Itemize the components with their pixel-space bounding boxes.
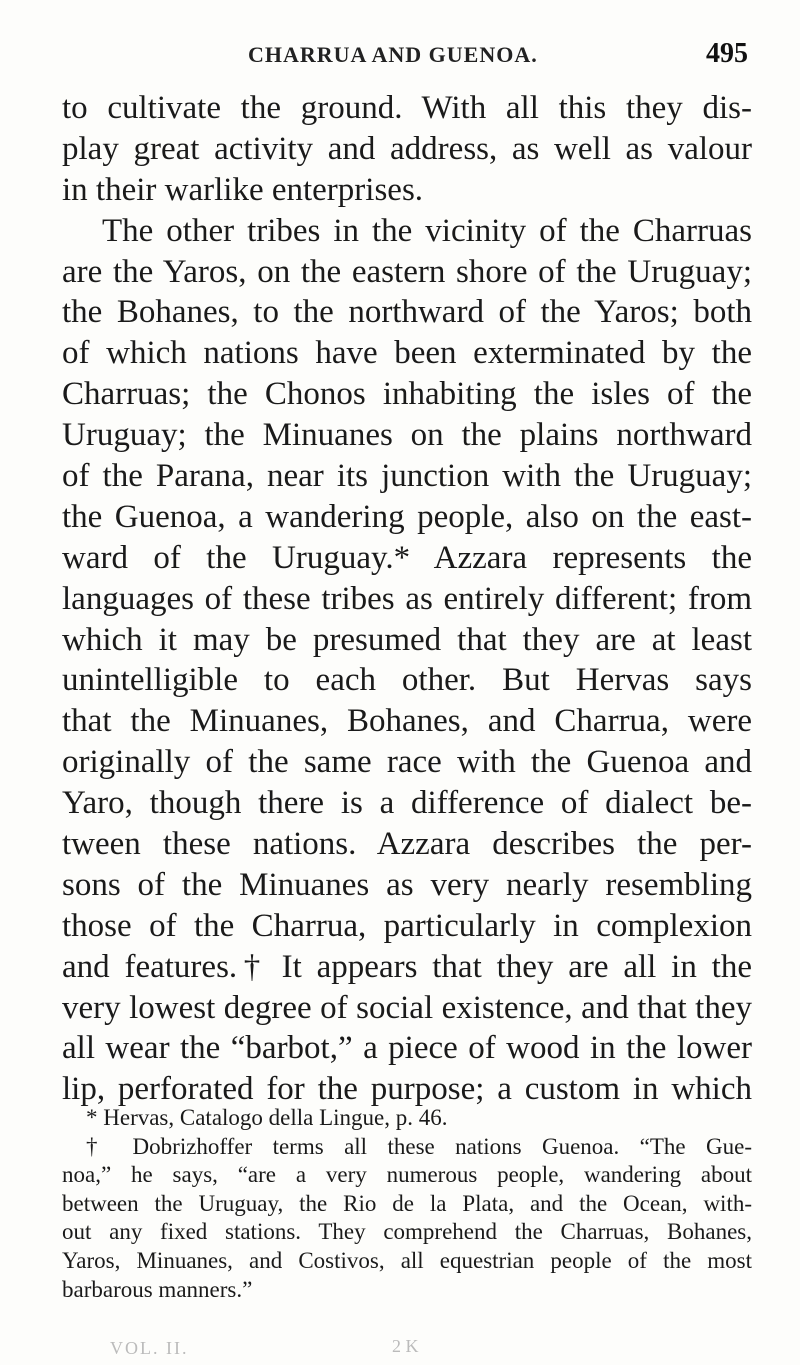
running-head: CHARRUA AND GUENOA. bbox=[248, 42, 538, 67]
body-line: that the Minuanes, Bohanes, and Charrua, were bbox=[62, 703, 752, 740]
footnote-line: Yaros, Minuanes, and Costivos, all equestrian people of the most bbox=[62, 1247, 752, 1273]
body-line: of which nations have been exterminated by the bbox=[62, 335, 752, 372]
body-line: are the Yaros, on the eastern shore of the Uruguay; bbox=[62, 253, 752, 290]
footnote-line: out any fixed stations. They comprehend the Charruas, Bohanes, bbox=[62, 1219, 752, 1245]
footnotes bbox=[62, 1104, 752, 1304]
body-line: to cultivate the ground. With all this they dis- bbox=[62, 90, 752, 126]
body-line: Uruguay; the Minuanes on the plains northward bbox=[62, 417, 752, 454]
page-number: 495 bbox=[706, 38, 748, 69]
footer-signature-mark: 2 K bbox=[392, 1336, 419, 1356]
body-line: which it may be presumed that they are at least bbox=[62, 621, 752, 658]
body-line: Yaro, though there is a difference of dialect be- bbox=[62, 785, 752, 822]
footnote-line: barbarous manners.” bbox=[62, 1276, 253, 1302]
body-line: in their warlike enterprises. bbox=[62, 171, 424, 208]
body-text bbox=[62, 88, 752, 1110]
body-line: the Guenoa, a wandering people, also on the east- bbox=[62, 498, 752, 535]
body-line: unintelligible to each other. But Hervas says bbox=[62, 662, 752, 699]
body-line: all wear the “barbot,” a piece of wood in the lower bbox=[62, 1030, 752, 1067]
footnote-line: * Hervas, Catalogo della Lingue, p. 46. bbox=[86, 1105, 448, 1130]
body-line: The other tribes in the vicinity of the Charruas bbox=[102, 212, 752, 249]
body-line: Charruas; the Chonos inhabiting the isles of the bbox=[62, 376, 752, 413]
body-line: of the Parana, near its junction with the Uruguay; bbox=[62, 458, 752, 495]
body-line: originally of the same race with the Guenoa and bbox=[62, 744, 752, 781]
body-line: tween these nations. Azzara describes the per- bbox=[62, 826, 752, 863]
body-line: languages of these tribes as entirely different; from bbox=[62, 580, 752, 617]
body-line: play great activity and address, as well as valour bbox=[62, 130, 752, 167]
body-line: ward of the Uruguay.* Azzara represents the bbox=[62, 539, 752, 576]
body-line: those of the Charrua, particularly in complexion bbox=[62, 907, 752, 944]
footer-volume-mark: VOL. II. bbox=[110, 1338, 189, 1358]
body-line: the Bohanes, to the northward of the Yaros; both bbox=[62, 294, 752, 331]
footnote-line: noa,” he says, “are a very numerous people, wandering about bbox=[62, 1162, 752, 1188]
body-line: and features.† It appears that they are all in the bbox=[62, 948, 752, 985]
body-line: lip, perforated for the purpose; a custom in which bbox=[62, 1071, 752, 1108]
body-line: very lowest degree of social existence, and that they bbox=[62, 989, 752, 1026]
body-line: sons of the Minuanes as very nearly resembling bbox=[62, 866, 752, 903]
footnote-line: † Dobrizhoffer terms all these nations Guenoa. “The Gue- bbox=[86, 1133, 752, 1159]
page-header bbox=[60, 38, 760, 78]
footnote-line: between the Uruguay, the Rio de la Plata, and the Ocean, with- bbox=[62, 1190, 752, 1216]
